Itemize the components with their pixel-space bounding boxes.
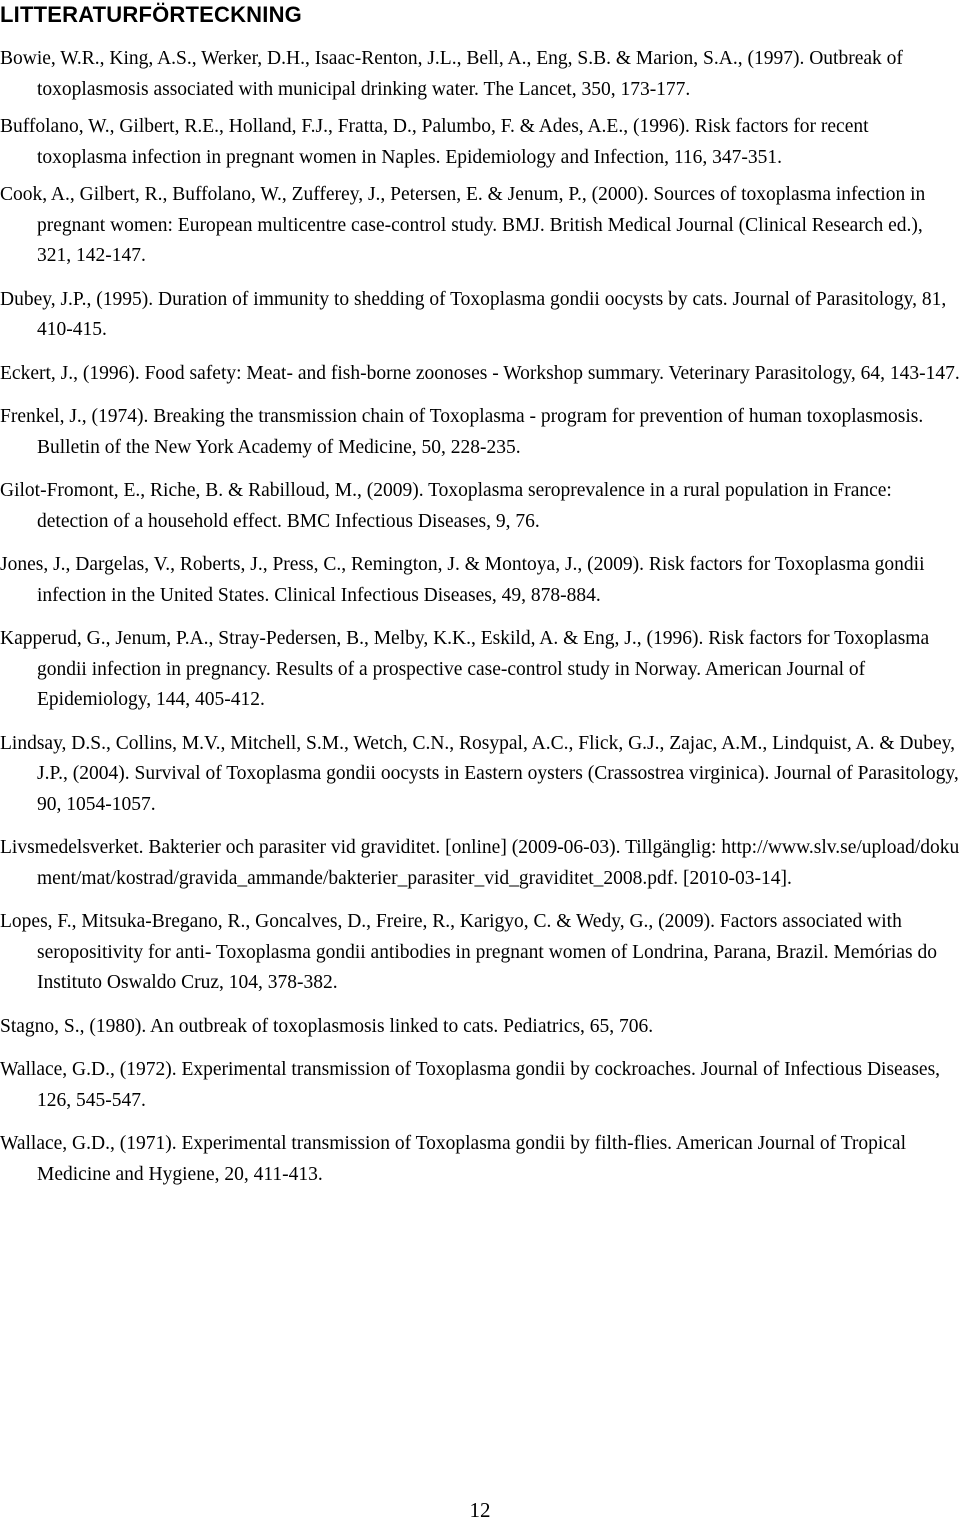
reference-frenkel-1974: Frenkel, J., (1974). Breaking the transmission chain of Toxoplasma - program for prevention of human toxoplasmosis. Bulletin of the New York Academy of Medicine, 50, 228-235. — [0, 406, 924, 458]
page-title: LITTERATURFÖRTECKNING — [0, 2, 302, 27]
page-number: 12 — [469, 1498, 491, 1522]
reference-lindsay-2004: Lindsay, D.S., Collins, M.V., Mitchell, S.M., Wetch, C.N., Rosypal, A.C., Flick, G.J., Zajac, A.M., Lindquist, A. & Dubey, J.P., (2004). Survival of Toxoplasma gondii oocysts in Eastern oysters (Crassostrea virginica). Journal of Parasitology, 90, 1054-1057. — [0, 732, 959, 815]
reference-wallace-1971: Wallace, G.D., (1971). Experimental transmission of Toxoplasma gondii by filth-flies. American Journal of Tropical Medicine and Hygiene, 20, 411-413. — [0, 1133, 906, 1185]
reference-bowie-1997: Bowie, W.R., King, A.S., Werker, D.H., Isaac-Renton, J.L., Bell, A., Eng, S.B. & Marion, S.A., (1997). Outbreak of toxoplasmosis associated with municipal drinking water. The Lancet, 350, 173-177. — [0, 48, 903, 100]
reference-buffolano-1996: Buffolano, W., Gilbert, R.E., Holland, F.J., Fratta, D., Palumbo, F. & Ades, A.E., (1996). Risk factors for recent toxoplasma infection in pregnant women in Naples. Epidemiology and Infection, 116, 347-351. — [0, 116, 869, 168]
reference-livsmedelsverket-2009: Livsmedelsverket. Bakterier och parasiter vid graviditet. [online] (2009-06-03). Tillgänglig: http://www.slv.se/upload/dokument/mat/kostrad/gravida_ammande/bakterier_parasiter_vid_graviditet_2008.pdf. [2010-03-14]. — [0, 837, 960, 889]
reference-wallace-1972: Wallace, G.D., (1972). Experimental transmission of Toxoplasma gondii by cockroaches. Journal of Infectious Diseases, 126, 545-547. — [0, 1059, 941, 1111]
reference-list — [0, 44, 960, 1203]
reference-lopes-2009: Lopes, F., Mitsuka-Bregano, R., Goncalves, D., Freire, R., Karigyo, C. & Wedy, G., (2009). Factors associated with seropositivity for anti- Toxoplasma gondii antibodies in pregnant women of Londrina, Parana, Brazil. Memórias do Instituto Oswaldo Cruz, 104, 378-382. — [0, 911, 937, 993]
reference-cook-2000: Cook, A., Gilbert, R., Buffolano, W., Zufferey, J., Petersen, E. & Jenum, P., (2000). Sources of toxoplasma infection in pregnant women: European multicentre case-control study. BMJ. British Medical Journal (Clinical Research ed.), 321, 142-147. — [0, 184, 926, 266]
reference-jones-2009: Jones, J., Dargelas, V., Roberts, J., Press, C., Remington, J. & Montoya, J., (2009). Risk factors for Toxoplasma gondii infection in the United States. Clinical Infectious Diseases, 49, 878-884. — [0, 554, 925, 606]
reference-stagno-1980: Stagno, S., (1980). An outbreak of toxoplasmosis linked to cats. Pediatrics, 65, 706. — [0, 1015, 654, 1037]
reference-eckert-1996: Eckert, J., (1996). Food safety: Meat- and fish-borne zoonoses - Workshop summary. Veterinary Parasitology, 64, 143-147. — [0, 362, 960, 384]
reference-dubey-1995: Dubey, J.P., (1995). Duration of immunity to shedding of Toxoplasma gondii oocysts by cats. Journal of Parasitology, 81, 410-415. — [0, 288, 947, 340]
reference-gilot-fromont-2009: Gilot-Fromont, E., Riche, B. & Rabilloud, M., (2009). Toxoplasma seroprevalence in a rural population in France: detection of a household effect. BMC Infectious Diseases, 9, 76. — [0, 480, 892, 532]
reference-kapperud-1996: Kapperud, G., Jenum, P.A., Stray-Pedersen, B., Melby, K.K., Eskild, A. & Eng, J., (1996). Risk factors for Toxoplasma gondii infection in pregnancy. Results of a prospective case-control study in Norway. American Journal of Epidemiology, 144, 405-412. — [0, 628, 930, 710]
